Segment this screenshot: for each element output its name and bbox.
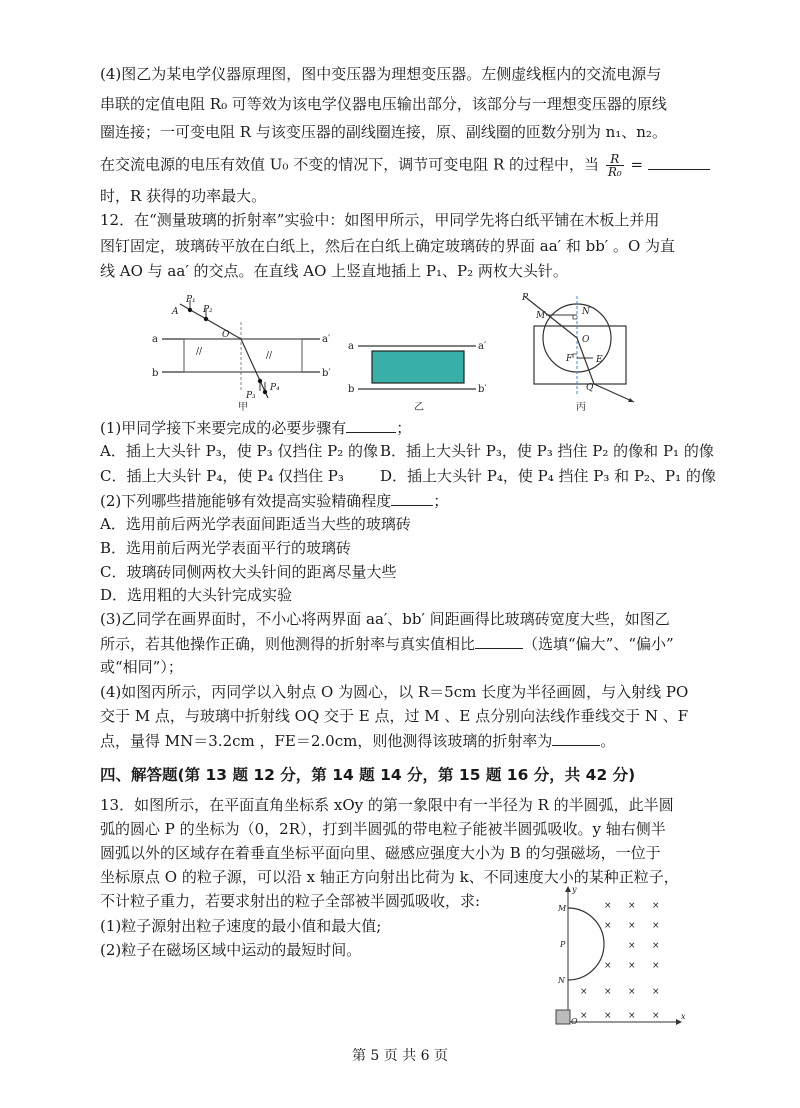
q12-s4-end: 。 (600, 732, 616, 750)
q12-s1-end: ； (396, 419, 412, 437)
q12-s4-text: 点，量得 MN＝3.2cm ，FE＝2.0cm，则他测得该玻璃的折射率为 (100, 732, 553, 750)
q12-option-D: D．插上大头针 P₄，使 P₄ 挡住 P₃ 和 P₂、P₁ 的像 (380, 467, 716, 485)
svg-text:×: × (652, 901, 660, 911)
q11-4-line1: (4)图乙为某电学仪器原理图，图中变压器为理想变压器。左侧虚线框内的交流电源与 (100, 65, 662, 83)
fig-bing-label-N: N (582, 307, 590, 317)
fig-bing-caption: 丙 (576, 402, 586, 413)
q12-s4-line3 (100, 730, 615, 751)
section-4-heading: 四、解答题(第 13 题 12 分，第 14 题 14 分，第 15 题 16 分，共 42 分) (100, 766, 636, 784)
svg-text:×: × (628, 1011, 636, 1021)
fig-yi-label-a: a (348, 341, 354, 352)
q11-4-line4 (100, 153, 710, 178)
svg-text:×: × (652, 961, 660, 971)
q12-option-B: B．插上大头针 P₃，使 P₃ 挡住 P₂ 的像和 P₁ 的像 (380, 442, 714, 460)
answer-blank[interactable] (648, 154, 710, 170)
figure-yi (344, 332, 494, 414)
fig-bing-label-P: P (522, 293, 529, 303)
page-footer: 第 5 页 共 6 页 (351, 1048, 449, 1064)
fraction-denominator: R₀ (607, 165, 622, 179)
svg-text:×: × (628, 987, 636, 997)
q13-question-1: (1)粒子源射出粒子速度的最小值和最大值; (100, 917, 382, 935)
q12-s3-text: 所示，若其他操作正确，则他测得的折射率与真实值相比 (100, 635, 476, 653)
answer-blank[interactable] (391, 490, 433, 506)
fig-bing-label-M: M (536, 311, 546, 321)
q12-options-ab (100, 441, 714, 461)
figure-q13 (548, 884, 688, 1030)
svg-text:×: × (580, 987, 588, 997)
q12-option-A: A．插上大头针 P₃，使 P₃ 仅挡住 P₂ 的像 (100, 442, 378, 460)
fig-q13-label-y: y (572, 885, 577, 894)
q12-s2-option-B: B．选用前后两光学表面平行的玻璃砖 (100, 539, 352, 557)
fig-jia-label-A: A (172, 307, 179, 317)
fig-jia-label-P3: P₃ (246, 391, 256, 401)
fig-jia-label-a-prime: a′ (322, 334, 331, 345)
q11-4-line2: 串联的定值电阻 R₀ 可等效为该电学仪器电压输出部分，该部分与一理想变压器的原线 (100, 95, 667, 113)
fig-q13-label-M: M (558, 904, 567, 913)
svg-text:×: × (652, 1011, 660, 1021)
svg-text://: // (196, 347, 203, 357)
svg-text:×: × (628, 961, 636, 971)
fig-yi-label-a-prime: a′ (478, 341, 487, 352)
fig-yi-label-b: b (348, 384, 355, 395)
q12-line1: 12．在“测量玻璃的折射率”实验中：如图甲所示，甲同学先将白纸平铺在木板上并用 (100, 211, 660, 229)
svg-text:×: × (604, 987, 612, 997)
q12-option-C: C．插上大头针 P₄，使 P₄ 仅挡住 P₃ (100, 467, 344, 485)
figure-jia (148, 292, 338, 414)
q13-line3: 圆弧以外的区域存在着垂直坐标平面向里、磁感应强度大小为 B 的匀强磁场，一位于 (100, 844, 661, 862)
q12-s2-option-D: D．选用粗的大头针完成实验 (100, 586, 293, 604)
svg-text:×: × (628, 901, 636, 911)
r-over-r0-fraction (606, 153, 624, 178)
q12-s2 (100, 490, 448, 511)
fig-jia-caption: 甲 (238, 402, 248, 413)
q12-s3-line2 (100, 633, 674, 654)
q11-4-line3: 圈连接；一可变电阻 R 与该变压器的副线圈连接，原、副线圈的匝数分别为 n₁、n₂。 (100, 123, 667, 141)
q12-s2-end: ； (433, 492, 449, 510)
svg-text:×: × (652, 921, 660, 931)
q12-s2-option-C: C．玻璃砖同侧两枚大头针间的距离尽量大些 (100, 563, 397, 581)
q12-s3-line1: (3)乙同学在画界面时，不小心将两界面 aa′、bb′ 间距画得比玻璃砖宽度大些，如图乙 (100, 610, 670, 628)
fig-jia-label-P4: P₄ (270, 383, 280, 393)
q12-s1-text: (1)甲同学接下来要完成的必要步骤有 (100, 419, 347, 437)
svg-text:×: × (628, 941, 636, 951)
fig-q13-label-x: x (681, 1012, 686, 1021)
answer-blank[interactable] (475, 633, 523, 649)
svg-text://: // (266, 351, 273, 361)
fig-bing-label-E: E (596, 355, 603, 365)
fig-jia-label-P2: P₂ (203, 305, 213, 315)
svg-text:×: × (604, 901, 612, 911)
fig-jia-label-b-prime: b′ (322, 368, 331, 379)
svg-text:×: × (652, 941, 660, 951)
q13-line2: 弧的圆心 P 的坐标为（0，2R），打到半圆弧的带电粒子能被半圆弧吸收。y 轴右侧半 (100, 820, 666, 838)
fig-q13-label-N: N (558, 976, 565, 985)
fig-jia-label-a: a (152, 334, 158, 345)
fig-yi-label-b-prime: b′ (478, 384, 487, 395)
q12-s2-text: (2)下列哪些措施能够有效提高实验精确程度 (100, 492, 392, 510)
answer-blank[interactable] (552, 730, 600, 746)
figure-bing (516, 290, 646, 414)
q12-s1 (100, 417, 411, 438)
q12-s3-line3: 或“相同”）； (100, 658, 183, 676)
svg-text:×: × (652, 987, 660, 997)
q13-line4: 坐标原点 O 的粒子源，可以沿 x 轴正方向射出比荷为 k、不同速度大小的某种正粒子， (100, 868, 679, 886)
svg-text:×: × (604, 961, 612, 971)
q12-s4-line1: (4)如图丙所示，丙同学以入射点 O 为圆心，以 R＝5cm 长度为半径画圆，与入射线 PO (100, 683, 689, 701)
q12-line3: 线 AO 与 aa′ 的交点。在直线 AO 上竖直地插上 P₁、P₂ 两枚大头针。 (100, 262, 568, 280)
svg-text:×: × (604, 921, 612, 931)
fig-jia-label-O: O (222, 330, 230, 340)
q12-s3-options: （选填“偏大”、“偏小” (523, 635, 674, 653)
q11-4-line4-text: 在交流电源的电压有效值 U₀ 不变的情况下，调节可变电阻 R 的过程中，当 (100, 155, 600, 174)
fig-bing-label-Q: Q (586, 383, 594, 393)
q13-line1: 13．如图所示，在平面直角坐标系 xOy 的第一象限中有一半径为 R 的半圆弧，此半圆 (100, 796, 674, 814)
svg-text:×: × (628, 921, 636, 931)
fraction-numerator: R (606, 153, 624, 166)
fig-q13-label-O: O (571, 1017, 578, 1026)
svg-text:×: × (604, 1011, 612, 1021)
fig-bing-label-F: F (566, 354, 573, 364)
fig-jia-label-P1: P₁ (186, 295, 196, 305)
answer-blank[interactable] (346, 417, 396, 433)
svg-text:×: × (580, 1011, 588, 1021)
equals-sign: = (630, 155, 644, 174)
q13-question-2: (2)粒子在磁场区域中运动的最短时间。 (100, 941, 362, 959)
fig-yi-caption: 乙 (414, 402, 424, 413)
fig-q13-label-P: P (560, 940, 566, 949)
q12-s2-option-A: A．选用前后两光学表面间距适当大些的玻璃砖 (100, 515, 411, 533)
q12-s4-line2: 交于 M 点，与玻璃中折射线 OQ 交于 E 点，过 M 、E 点分别向法线作垂线交于 N 、F (100, 707, 689, 725)
q12-line2: 图钉固定，玻璃砖平放在白纸上，然后在白纸上确定玻璃砖的界面 aa′ 和 bb′ 。O 为直 (100, 237, 676, 255)
fig-bing-label-O: O (582, 335, 590, 345)
fig-jia-label-b: b (152, 368, 159, 379)
q11-4-line5: 时，R 获得的功率最大。 (100, 187, 267, 205)
q12-options-cd (100, 466, 716, 486)
q13-line5: 不计粒子重力，若要求射出的粒子全部被半圆弧吸收，求: (100, 892, 481, 910)
